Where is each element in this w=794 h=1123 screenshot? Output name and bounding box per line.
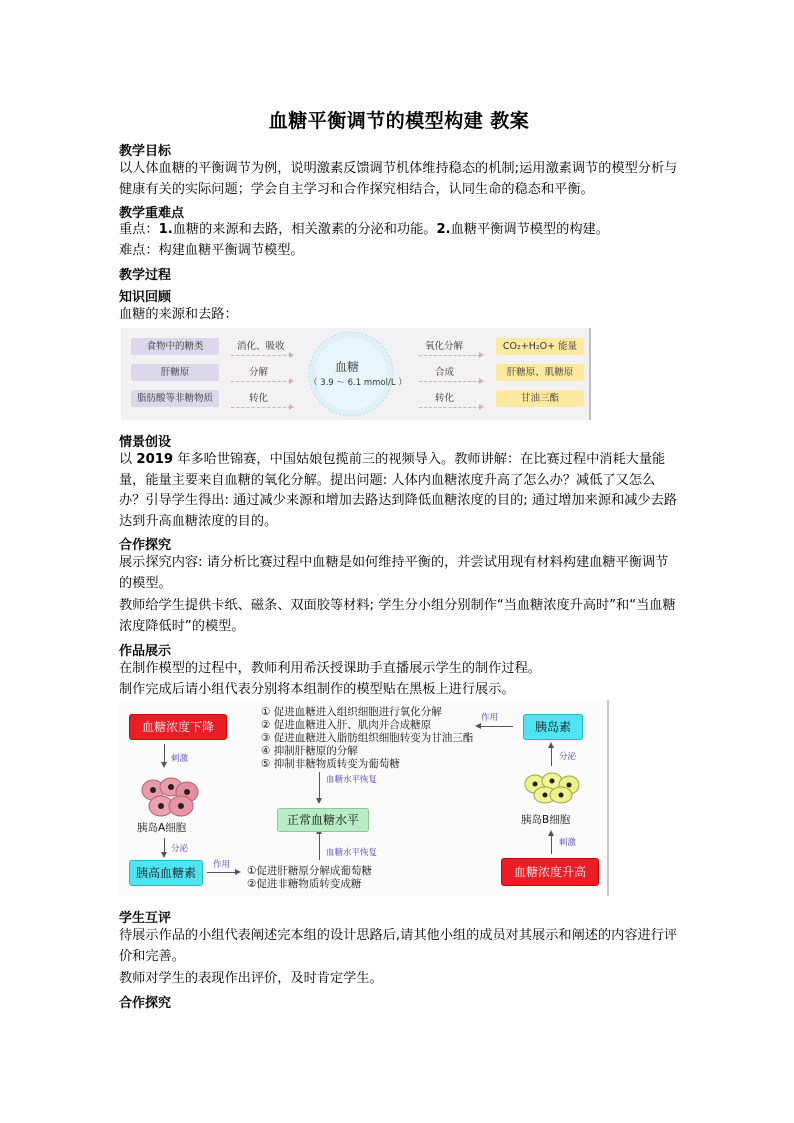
verb-decompose: 分解	[249, 367, 269, 378]
arrow-in-2	[231, 381, 291, 382]
stim-a-label: 刺激	[171, 754, 189, 764]
insulin-box: 胰岛素	[523, 714, 583, 740]
center-glucose-label: 血糖	[335, 360, 360, 374]
normal-glucose-box: 正常血糖水平	[277, 808, 369, 832]
showcase-text-1: 在制作模型的过程中，教师利用希沃授课助手直播展示学生的制作过程。	[119, 661, 541, 676]
showcase-text-2: 制作完成后请小组代表分别将本组制作的模型贴在黑板上进行展示。	[119, 682, 515, 697]
glucagon-effect-2: ②促进非糖物质转变成糖	[247, 878, 362, 890]
secrete-b-label: 分泌	[559, 752, 577, 762]
recover-up-label: 血糖水平恢复	[326, 848, 378, 858]
arrow-stim-b	[551, 832, 552, 854]
recover-down-label: 血糖水平恢复	[326, 775, 378, 785]
insulin-effect-1: ① 促进血糖进入组织细胞进行氧化分解	[261, 706, 442, 718]
alpha-cell-label: 胰岛A细胞	[137, 822, 187, 834]
page-title: 血糖平衡调节的模型构建 教案	[268, 110, 530, 132]
heading-cooperation-2: 合作探究	[119, 996, 172, 1011]
act-a-label: 作用	[213, 860, 231, 870]
glucose-source-sink-figure	[121, 328, 591, 420]
heading-cooperation: 合作探究	[119, 538, 172, 553]
heading-process: 教学过程	[119, 268, 172, 283]
heading-review: 知识回顾	[119, 290, 172, 305]
arrow-stim-a	[164, 744, 165, 766]
insulin-effect-4: ④ 抑制肝糖原的分解	[261, 745, 358, 757]
dest-energy: CO₂+H₂O+ 能量	[496, 338, 584, 355]
verb-synthesize: 合成	[435, 367, 455, 378]
insulin-effects	[261, 706, 473, 771]
arrow-out-2	[419, 381, 481, 382]
review-text: 血糖的来源和去路：	[119, 307, 238, 322]
arrow-in-3	[231, 407, 291, 408]
arrow-out-1	[419, 355, 481, 356]
difficulty-text: 难点：构建血糖平衡调节模型。	[119, 243, 304, 258]
heading-goals: 教学目标	[119, 144, 172, 159]
cooperation-text-2: 教师给学生提供卡纸、磁条、双面胶等材料; 学生分小组分别制作“当血糖浓度升高时”和“当血糖浓度降低时”的模型。	[119, 598, 676, 634]
insulin-effect-5: ⑤ 抑制非糖物质转变为葡萄糖	[261, 758, 400, 770]
verb-convert-out: 转化	[435, 393, 455, 404]
high-glucose-box: 血糖浓度升高	[501, 858, 599, 886]
secrete-a-label: 分泌	[171, 844, 189, 854]
arrow-act-b	[477, 726, 513, 727]
arrow-recover-down	[319, 772, 320, 802]
low-glucose-box: 血糖浓度下降	[129, 714, 227, 740]
alpha-cell-icon	[139, 776, 201, 818]
scenario-text: 以 2019 年多哈世锦赛，中国姑娘包揽前三的视频导入。教师讲解：在比赛过程中消耗大量能量，能量主要来自血糖的氧化分解。提出问题: 人体内血糖浓度升高了怎么办？减低了又怎么办？引导学生得出: 通过减少来源和增加去路达到降低血糖浓度的目的; 通过增加来源和减少去路达到升高血糖浓度的目的。	[119, 452, 677, 529]
cooperation-text-1: 展示探究内容: 请分析比赛过程中血糖是如何维持平衡的，并尝试用现有材料构建血糖平衡调节的模型。	[119, 555, 669, 591]
arrow-secrete-b	[551, 744, 552, 766]
peer-review-text-1: 待展示作品的小组代表阐述完本组的设计思路后,请其他小组的成员对其展示和阐述的内容进行评价和完善。	[119, 928, 678, 964]
key-points-text: 重点：1.血糖的来源和去路，相关激素的分泌和功能。2.血糖平衡调节模型的构建。	[119, 222, 609, 237]
insulin-effect-2: ② 促进血糖进入肝、肌肉并合成糖原	[261, 719, 432, 731]
goals-text: 以人体血糖的平衡调节为例，说明激素反馈调节机体维持稳态的机制;运用激素调节的模型分析与健康有关的实际问题；学会自主学习和合作探究相结合，认同生命的稳态和平衡。	[119, 161, 678, 197]
heading-peer-review: 学生互评	[119, 911, 172, 926]
arrow-recover-up	[319, 830, 320, 860]
peer-review-text-2: 教师对学生的表现作出评价，及时肯定学生。	[119, 971, 383, 986]
glucagon-effect-1: ①促进肝糖原分解成葡萄糖	[247, 865, 372, 877]
act-b-label: 作用	[481, 713, 499, 723]
glucose-regulation-model-figure	[119, 700, 609, 896]
arrow-out-3	[419, 407, 481, 408]
glucagon-box: 胰高血糖素	[129, 860, 203, 886]
heading-scenario: 情景创设	[119, 435, 172, 450]
verb-digest: 消化、吸收	[237, 341, 285, 352]
arrow-in-1	[231, 355, 291, 356]
heading-key-points: 教学重难点	[119, 206, 185, 221]
verb-convert-in: 转化	[249, 393, 269, 404]
source-noncarb: 脂肪酸等非糖物质	[131, 390, 219, 407]
arrow-act-a	[207, 872, 239, 873]
beta-cell-label: 胰岛B细胞	[521, 814, 571, 826]
source-glycogen: 肝糖原	[131, 364, 219, 381]
dest-glycogen: 肝糖原、肌糖原	[496, 364, 584, 381]
beta-cell-icon	[523, 770, 581, 804]
insulin-effect-3: ③ 促进血糖进入脂肪组织细胞转变为甘油三酯	[261, 732, 474, 744]
center-glucose-range: （ 3.9 ～ 6.1 mmol/L ）	[309, 378, 407, 388]
dest-triglyceride: 甘油三酯	[496, 390, 584, 407]
heading-showcase: 作品展示	[119, 644, 172, 659]
source-food: 食物中的糖类	[131, 338, 219, 355]
glucagon-effects	[247, 865, 372, 891]
stim-b-label: 刺激	[559, 838, 577, 848]
arrow-secrete-a	[164, 838, 165, 856]
verb-oxidize: 氧化分解	[425, 341, 464, 352]
